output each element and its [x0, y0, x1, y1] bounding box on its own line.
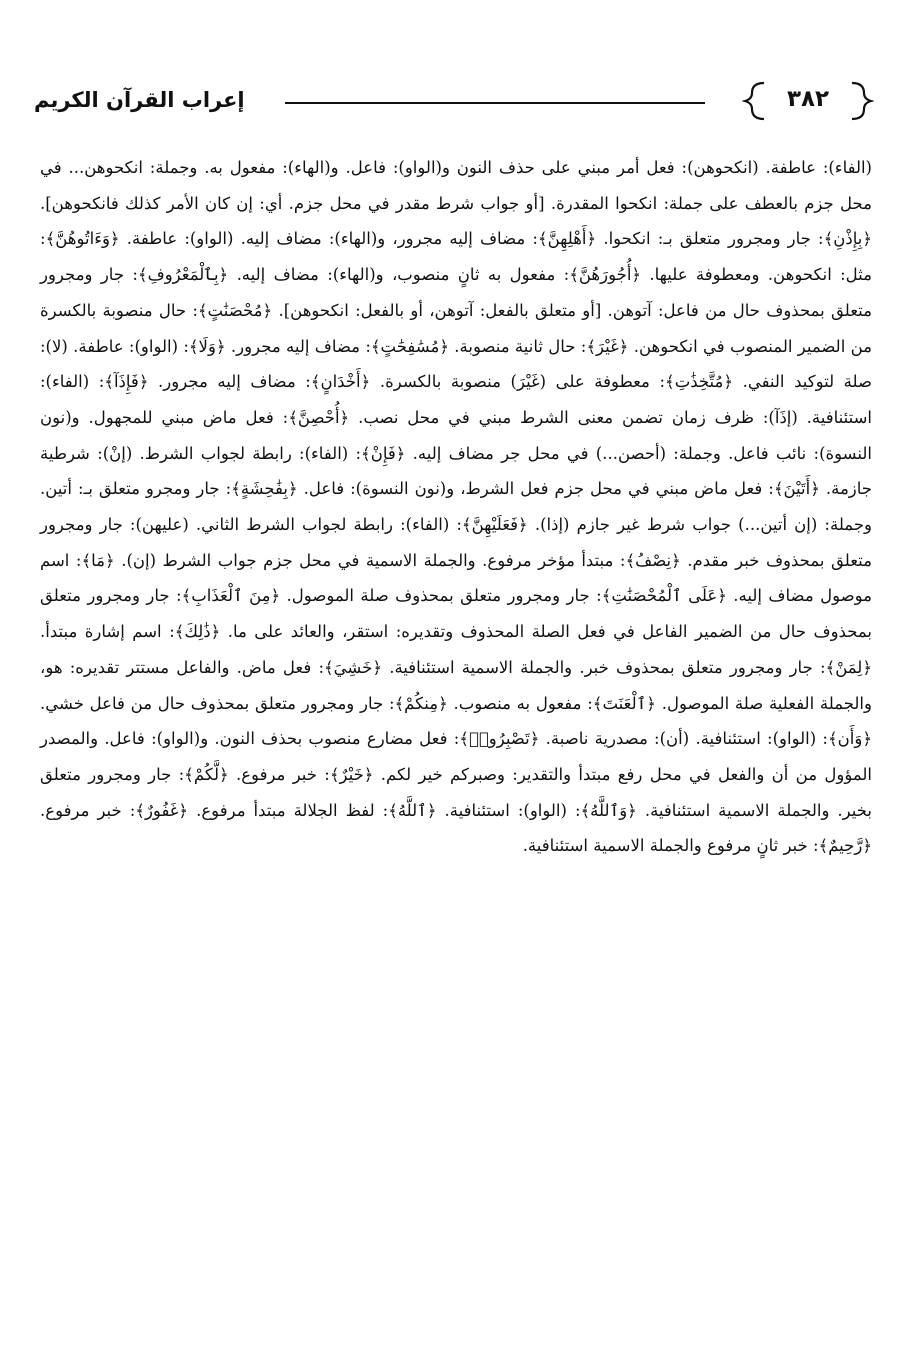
page-body	[40, 150, 872, 864]
header-rule	[285, 102, 705, 104]
book-title: إعراب القرآن الكريم	[34, 88, 245, 112]
body-paragraph: (الفاء): عاطفة. (انكحوهن): فعل أمر مبني على حذف النون و(الواو): فاعل. و(الهاء): مفعول به. وجملة: انكحوهن... في محل جزم بالعطف على جملة: انكحوا المقدرة. [أو جواب شرط مقدر في محل جزم. أي: إن كان الأمر كذلك فانكحوهن]. ﴿بِإِذْنِ﴾: جار ومجرور متعلق بـ: انكحوا. ﴿أَهْلِهِنَّ﴾: مضاف إليه مجرور، و(الهاء): مضاف إليه. (الواو): عاطفة. ﴿وَءَاتُوهُنَّ﴾: مثل: انكحوهن. ومعطوفة عليها. ﴿أُجُورَهُنَّ﴾: مفعول به ثانٍ منصوب، و(الهاء): مضاف إليه. ﴿بِٱلْمَعْرُوفِ﴾: جار ومجرور متعلق بمحذوف حال من فاعل: آتوهن. [أو متعلق بالفعل: آتوهن، أو بالفعل: انكحوهن]. ﴿مُحْصَنَٰتٍ﴾: حال منصوبة بالكسرة من الضمير المنصوب في انكحوهن. ﴿غَيْرَ﴾: حال ثانية منصوبة. ﴿مُسَٰفِحَٰتٍ﴾: مضاف إليه مجرور. ﴿وَلَا﴾: (الواو): عاطفة. (لا): صلة لتوكيد النفي. ﴿مُتَّخِذَٰتِ﴾: معطوفة على (غَيْرَ) منصوبة بالكسرة. ﴿أَخْدَانٍ﴾: مضاف إليه مجرور. ﴿فَإِذَآ﴾: (الفاء): استئنافية. (إذَآ): ظرف زمان تضمن معنى الشرط مبني في محل نصب. ﴿أُحْصِنَّ﴾: فعل ماض مبني للمجهول. و(نون النسوة): نائب فاعل. وجملة: (أحصن...) في محل جر مضاف إليه. ﴿فَإِنْ﴾: (الفاء): رابطة لجواب الشرط. (إنْ): شرطية جازمة. ﴿أَتَيْنَ﴾: فعل ماض مبني في محل جزم فعل الشرط، و(نون النسوة): فاعل. ﴿بِفَٰحِشَةٍ﴾: جار ومجرو متعلق بـ: أتين. وجملة: (إن أتين...) جواب شرط غير جازم (إذا). ﴿فَعَلَيْهِنَّ﴾: (الفاء): رابطة لجواب الشرط الثاني. (عليهن): جار ومجرور متعلق بمحذوف خبر مقدم. ﴿نِصْفُ﴾: مبتدأ مؤخر مرفوع. والجملة الاسمية في محل جزم جواب الشرط (إن). ﴿مَا﴾: اسم موصول مضاف إليه. ﴿عَلَى ٱلْمُحْصَنَٰتِ﴾: جار ومجرور متعلق بمحذوف صلة الموصول. ﴿مِنَ ٱلْعَذَابِ﴾: جار ومجرور متعلق بمحذوف حال من الضمير الفاعل في فعل الصلة المحذوف وتقديره: استقر، والعائد على ما. ﴿ذَٰلِكَ﴾: اسم إشارة مبتدأ. ﴿لِمَنْ﴾: جار ومجرور متعلق بمحذوف خبر. والجملة الاسمية استئنافية. ﴿خَشِيَ﴾: فعل ماض. والفاعل مستتر تقديره: هو، والجملة الفعلية صلة الموصول. ﴿ٱلْعَنَتَ﴾: مفعول به منصوب. ﴿مِنكُمْ﴾: جار ومجرور متعلق بمحذوف حال من فاعل خشي. ﴿وَأَن﴾: (الواو): استئنافية. (أن): مصدرية ناصبة. ﴿تَصْبِرُوا۟﴾: فعل مضارع منصوب بحذف النون. و(الواو): فاعل. والمصدر المؤول من أن والفعل في محل رفع مبتدأ والتقدير: وصبركم خير لكم. ﴿خَيْرٌ﴾: خبر مرفوع. ﴿لَّكُمْ﴾: جار ومجرور متعلق بخير. والجملة الاسمية استئنافية. ﴿وَٱللَّهُ﴾: (الواو): استئنافية. ﴿ٱللَّهُ﴾: لفظ الجلالة مبتدأ مرفوع. ﴿غَفُورٌ﴾: خبر مرفوع. ﴿رَّحِيمٌ﴾: خبر ثانٍ مرفوع والجملة الاسمية استئنافية.	[40, 158, 872, 856]
page-header	[30, 80, 878, 124]
page-number-badge	[742, 80, 874, 122]
page-number: ٣٨٢	[786, 86, 830, 112]
